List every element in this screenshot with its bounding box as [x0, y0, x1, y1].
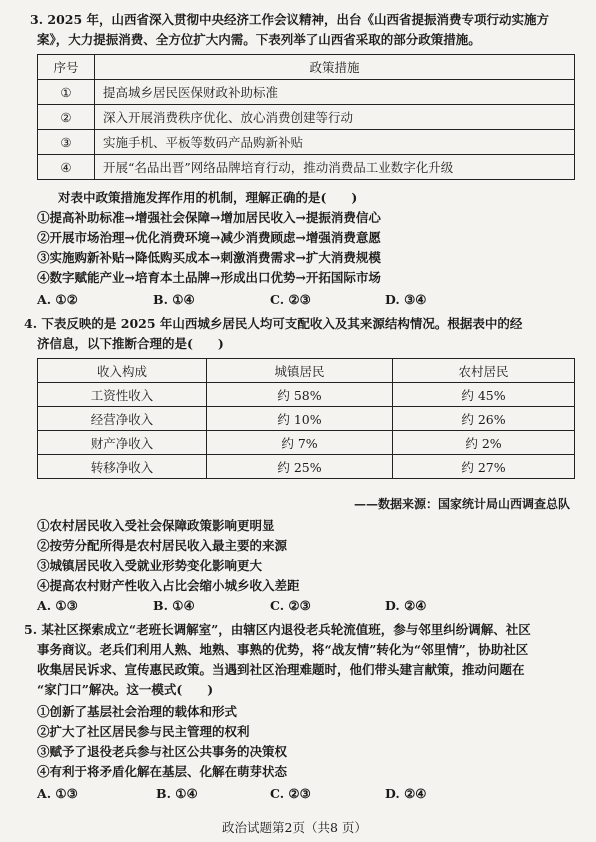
q5-option-d[interactable]: D. ②④: [385, 786, 427, 801]
table-cell: 约 45%: [393, 383, 575, 407]
q4-option-a[interactable]: A. ①③: [37, 598, 78, 613]
table-cell: 约 10%: [207, 407, 393, 431]
table-cell: 约 7%: [207, 431, 393, 455]
table-row: [38, 455, 575, 479]
table-cell: 深入开展消费秩序优化、放心消费创建等行动: [95, 105, 575, 130]
q3-statement: ①提高补助标准→增强社会保障→增加居民收入→提振消费信心: [37, 210, 381, 225]
q4-statement: ③城镇居民收入受就业形势变化影响更大: [37, 558, 263, 573]
q4-income-table: [37, 358, 575, 479]
table-header-cell: 农村居民: [393, 359, 575, 383]
q3-stem-line2: 案》，大力提振消费、全方位扩大内需。下表列举了山西省采取的部分政策措施。: [37, 32, 481, 47]
q4-statement: ④提高农村财产性收入占比会缩小城乡收入差距: [37, 578, 300, 593]
q5-option-a[interactable]: A. ①③: [37, 786, 78, 801]
table-cell: 实施手机、平板等数码产品购新补贴: [95, 130, 575, 155]
table-cell: ②: [38, 105, 95, 130]
table-header-row: [38, 55, 575, 80]
table-row: [38, 431, 575, 455]
q3-option-c[interactable]: C. ②③: [270, 292, 311, 307]
q5-stem-line: 事务商议。老兵们利用人熟、地熟、事熟的优势，将“战友情”转化为“邻里情”，协助社区: [37, 642, 529, 657]
table-cell: 约 27%: [393, 455, 575, 479]
table-cell: 转移净收入: [38, 455, 207, 479]
table-row: [38, 130, 575, 155]
q5-option-b[interactable]: B. ①④: [156, 786, 198, 801]
table-cell: 约 58%: [207, 383, 393, 407]
q4-stem-line1: 4. 下表反映的是 2025 年山西城乡居民人均可支配收入及其来源结构情况。根据表中的经: [24, 316, 523, 331]
q3-statement: ②开展市场治理→优化消费环境→减少消费顾虑→增强消费意愿: [37, 230, 381, 245]
q3-statement: ③实施购新补贴→降低购买成本→刺激消费需求→扩大消费规模: [37, 250, 381, 265]
table-cell: 财产净收入: [38, 431, 207, 455]
table-row: [38, 105, 575, 130]
q3-statement: ④数字赋能产业→培育本土品牌→形成出口优势→开拓国际市场: [37, 270, 381, 285]
q5-stem-line: 收集居民诉求、宣传惠民政策。当遇到社区治理难题时，他们带头建言献策，推动问题在: [37, 662, 525, 677]
q5-stem-line: 5. 某社区探索成立“老班长调解室”，由辖区内退役老兵轮流值班，参与邻里纠纷调解、社区: [24, 622, 531, 637]
q4-option-c[interactable]: C. ②③: [270, 598, 311, 613]
q3-policy-table: [37, 54, 575, 180]
q4-option-b[interactable]: B. ①④: [153, 598, 195, 613]
table-cell: 经营净收入: [38, 407, 207, 431]
table-cell: 开展“名品出晋”网络品牌培育行动，推动消费品工业数字化升级: [95, 155, 575, 180]
table-cell: ③: [38, 130, 95, 155]
q3-option-b[interactable]: B. ①④: [153, 292, 195, 307]
table-cell: 约 2%: [393, 431, 575, 455]
table-header-cell: 序号: [38, 55, 95, 80]
table-row: [38, 80, 575, 105]
page-footer: 政治试题第2页（共8 页）: [222, 820, 367, 835]
q3-prompt: 对表中政策措施发挥作用的机制，理解正确的是( ): [58, 190, 358, 205]
table-cell: ④: [38, 155, 95, 180]
q3-stem-line1: 3. 2025 年，山西省深入贯彻中央经济工作会议精神，出台《山西省提振消费专项行动实施方: [30, 12, 550, 27]
q3-option-a[interactable]: A. ①②: [37, 292, 78, 307]
q4-data-source: ——数据来源：国家统计局山西调查总队: [354, 497, 571, 511]
q5-statement: ②扩大了社区居民参与民主管理的权利: [37, 724, 250, 739]
q5-statement: ③赋予了退役老兵参与社区公共事务的决策权: [37, 744, 288, 759]
q4-stem-line2: 济信息，以下推断合理的是( ): [37, 336, 224, 351]
table-header-cell: 政策措施: [95, 55, 575, 80]
table-cell: 工资性收入: [38, 383, 207, 407]
table-header-cell: 收入构成: [38, 359, 207, 383]
table-cell: 约 25%: [207, 455, 393, 479]
q5-statement: ④有利于将矛盾化解在基层、化解在萌芽状态: [37, 764, 288, 779]
q3-option-d[interactable]: D. ③④: [385, 292, 427, 307]
q5-option-c[interactable]: C. ②③: [270, 786, 311, 801]
table-header-row: [38, 359, 575, 383]
table-row: [38, 155, 575, 180]
table-row: [38, 383, 575, 407]
q4-statement: ②按劳分配所得是农村居民收入最主要的来源: [37, 538, 288, 553]
q5-stem-line: “家门口”解决。这一模式( ): [37, 682, 214, 697]
q5-statement: ①创新了基层社会治理的载体和形式: [37, 704, 238, 719]
q4-option-d[interactable]: D. ②④: [385, 598, 427, 613]
q4-statement: ①农村居民收入受社会保障政策影响更明显: [37, 518, 275, 533]
table-cell: 约 26%: [393, 407, 575, 431]
table-cell: ①: [38, 80, 95, 105]
table-header-cell: 城镇居民: [207, 359, 393, 383]
table-row: [38, 407, 575, 431]
table-cell: 提高城乡居民医保财政补助标准: [95, 80, 575, 105]
